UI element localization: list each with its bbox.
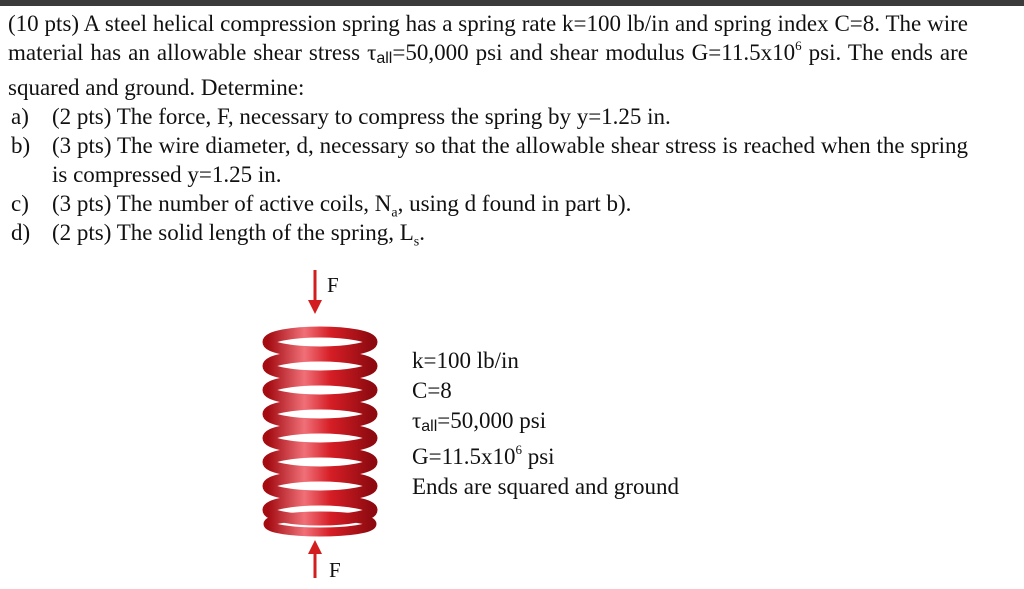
- param-c: C=8: [412, 378, 452, 403]
- spring-figure: [255, 262, 385, 582]
- part-c: c) (3 pts) The number of active coils, $N_a$, using d found in part b).: [11, 191, 632, 221]
- param-ends: Ends are squared and ground: [412, 474, 679, 499]
- param-k: k=100 lb/in: [412, 348, 519, 373]
- arrow-top: [308, 270, 322, 314]
- part-b: b) (3 pts) The wire diameter, d, necessary so that the allowable shear stress is reached when the spring is compressed y=1.25 in.: [11, 133, 968, 187]
- problem-intro: (10 pts) A steel helical compression spring has a spring rate k=100 lb/in and spring index C=8. The wire material has an allowable shear stress τall=50,000 psi and shear modulus $G=11.5x10^6$ psi. The ends are squared and ground. Determine:: [8, 11, 969, 100]
- part-d: d) (2 pts) The solid length of the spring, $L_s$.: [11, 220, 425, 250]
- spring-diagram: [255, 262, 385, 582]
- param-g: $G=11.5x10^6$ psi: [412, 442, 555, 469]
- force-label-top: F: [327, 273, 339, 297]
- param-tau: τall=50,000 psi: [412, 408, 547, 435]
- arrow-bottom: [308, 540, 322, 578]
- problem-statement: [8, 9, 969, 250]
- spring-coils: [268, 332, 372, 532]
- given-parameters: [412, 346, 679, 502]
- top-border: [0, 0, 1024, 6]
- force-label-bottom: F: [329, 558, 341, 582]
- part-a: a) (2 pts) The force, F, necessary to compress the spring by y=1.25 in.: [11, 104, 671, 129]
